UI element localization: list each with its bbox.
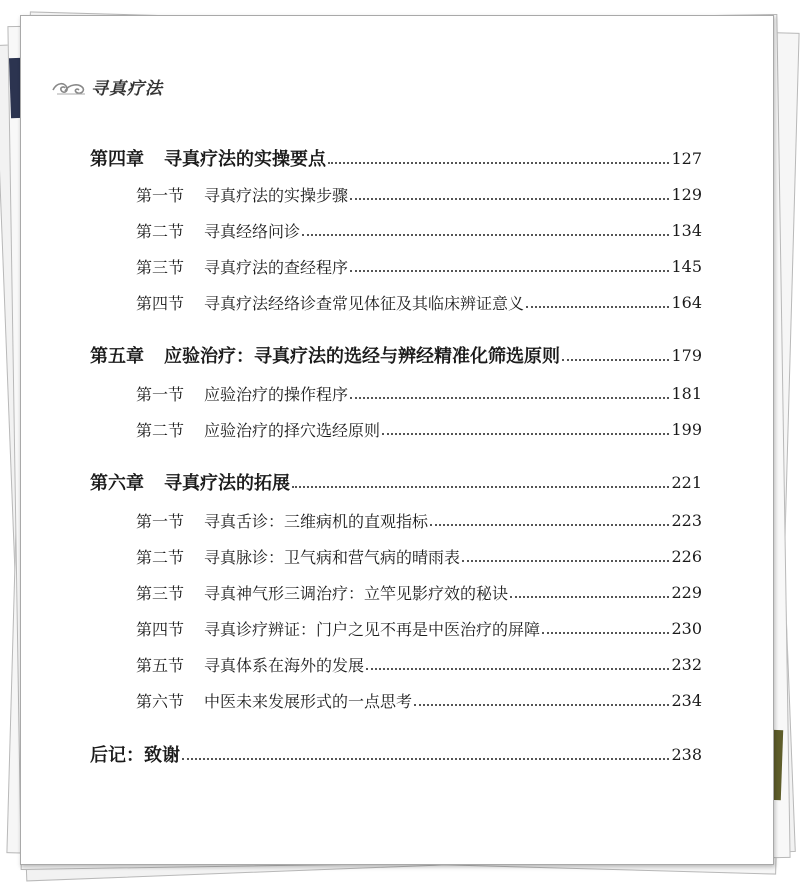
page-number: 199 (671, 419, 702, 439)
toc-chapter-row[interactable] (90, 341, 702, 369)
toc-section-row[interactable] (90, 686, 702, 714)
chapter-number: 第五章 (90, 346, 144, 367)
toc-chapter-row[interactable] (90, 144, 702, 172)
chapter-title: 寻真疗法的拓展 (164, 473, 290, 494)
dot-leader (182, 758, 669, 760)
dot-leader (382, 433, 669, 435)
toc-section-row[interactable] (90, 252, 702, 280)
section-number: 第二节 (136, 547, 185, 567)
section-title: 寻真疗法的查经程序 (204, 257, 349, 277)
section-number: 第一节 (136, 185, 185, 205)
dot-leader (542, 632, 669, 634)
page-number: 234 (671, 690, 702, 710)
section-title: 寻真脉诊：卫气病和营气病的晴雨表 (204, 547, 461, 567)
dot-leader (462, 560, 669, 562)
page-number: 221 (671, 472, 702, 492)
cloud-swirl-icon (51, 74, 87, 98)
page-number: 145 (671, 256, 702, 276)
page-number: 179 (671, 345, 702, 365)
section-title: 寻真神气形三调治疗：立竿见影疗效的秘诀 (204, 583, 509, 603)
section-number: 第六节 (136, 691, 185, 711)
toc-section-row[interactable] (90, 614, 702, 642)
page-number: 226 (671, 546, 702, 566)
section-number: 第四节 (136, 293, 185, 313)
section-title: 中医未来发展形式的一点思考 (204, 691, 413, 711)
toc-section-row[interactable] (90, 288, 702, 316)
toc-chapter-row[interactable] (90, 740, 702, 768)
toc-section-row[interactable] (90, 415, 702, 443)
chapter-number: 第四章 (90, 149, 144, 170)
toc-chapter-row[interactable] (90, 468, 702, 496)
running-header (51, 71, 163, 101)
chapter-title: 应验治疗：寻真疗法的选经与辨经精准化筛选原则 (164, 346, 560, 367)
section-title: 应验治疗的择穴选经原则 (204, 420, 381, 440)
page-number: 164 (671, 292, 702, 312)
dot-leader (366, 668, 669, 670)
chapter-number: 第六章 (90, 473, 144, 494)
toc-section-row[interactable] (90, 650, 702, 678)
section-number: 第四节 (136, 619, 185, 639)
dot-leader (292, 486, 669, 488)
toc-section-row[interactable] (90, 578, 702, 606)
section-title: 寻真疗法的实操步骤 (204, 185, 349, 205)
dot-leader (302, 234, 669, 236)
dot-leader (350, 198, 669, 200)
section-number: 第二节 (136, 221, 185, 241)
dot-leader (350, 397, 669, 399)
page-number: 232 (671, 654, 702, 674)
dot-leader (562, 359, 669, 361)
page-number: 181 (671, 383, 702, 403)
toc-section-row[interactable] (90, 379, 702, 407)
dot-leader (328, 162, 669, 164)
dot-leader (510, 596, 669, 598)
page-number: 229 (671, 582, 702, 602)
page-number: 223 (671, 510, 702, 530)
section-number: 第二节 (136, 420, 185, 440)
section-title: 应验治疗的操作程序 (204, 384, 349, 404)
dot-leader (430, 524, 669, 526)
dot-leader (350, 270, 669, 272)
toc-page (20, 15, 774, 865)
dot-leader (526, 306, 669, 308)
section-number: 第三节 (136, 583, 185, 603)
page-number: 134 (671, 220, 702, 240)
page-number: 238 (671, 744, 702, 764)
section-title: 寻真舌诊：三维病机的直观指标 (204, 511, 429, 531)
page-number: 129 (671, 184, 702, 204)
chapter-title: 寻真疗法的实操要点 (164, 149, 326, 170)
dot-leader (414, 704, 669, 706)
section-number: 第五节 (136, 655, 185, 675)
page-number: 230 (671, 618, 702, 638)
section-title: 寻真疗法经络诊查常见体征及其临床辨证意义 (204, 293, 525, 313)
section-title: 寻真经络问诊 (204, 221, 301, 241)
toc-section-row[interactable] (90, 180, 702, 208)
section-title: 寻真诊疗辨证：门户之见不再是中医治疗的屏障 (204, 619, 541, 639)
section-title: 寻真体系在海外的发展 (204, 655, 365, 675)
toc-section-row[interactable] (90, 542, 702, 570)
toc-section-row[interactable] (90, 216, 702, 244)
section-number: 第一节 (136, 384, 185, 404)
running-header-title: 寻真疗法 (91, 78, 163, 99)
toc-section-row[interactable] (90, 506, 702, 534)
page-number: 127 (671, 148, 702, 168)
chapter-title: 后记：致谢 (90, 745, 180, 766)
section-number: 第一节 (136, 511, 185, 531)
section-number: 第三节 (136, 257, 185, 277)
